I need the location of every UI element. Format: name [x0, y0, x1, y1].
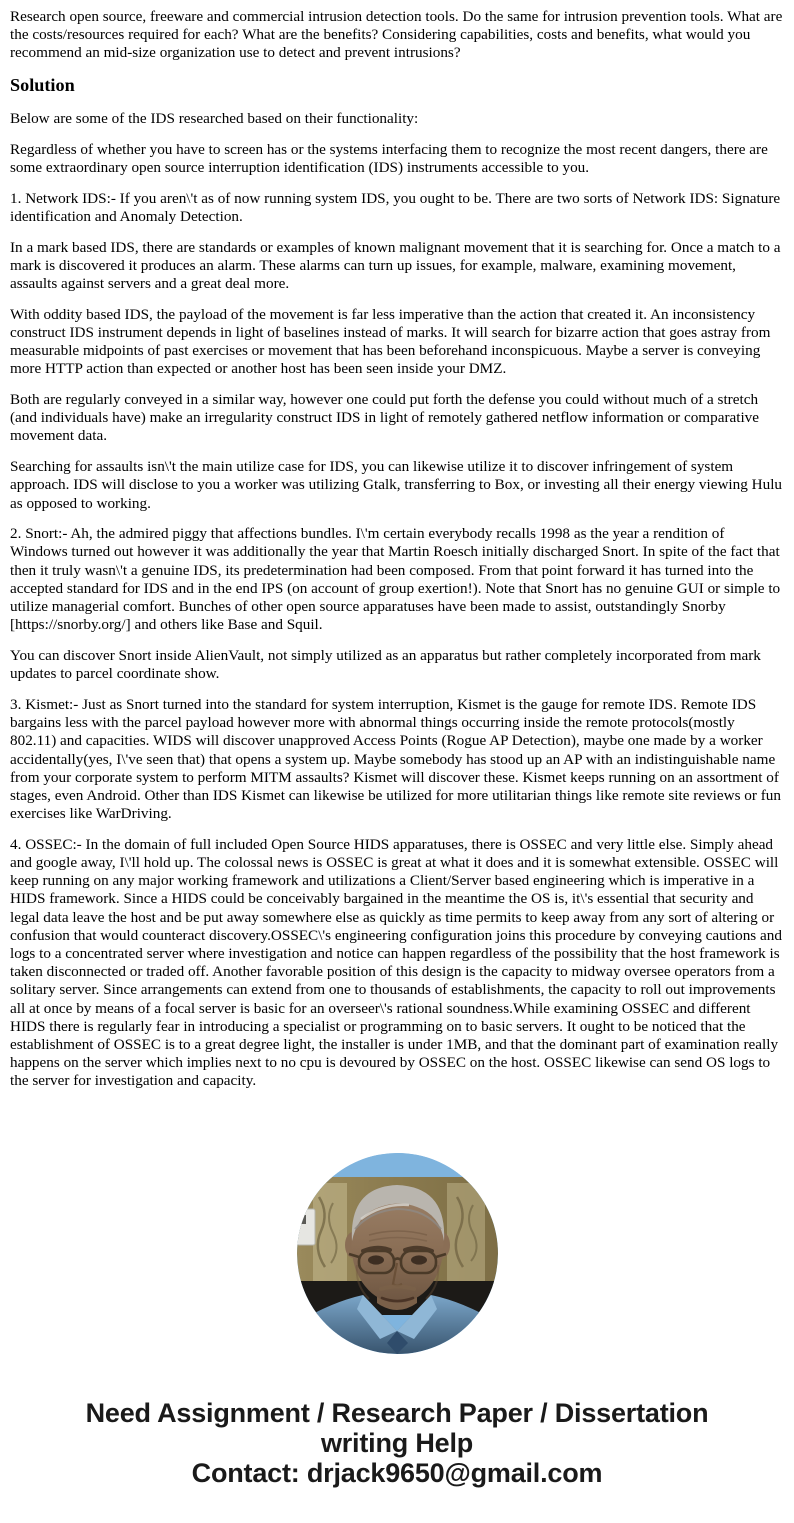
- footer-promo: [0, 1398, 794, 1488]
- solution-heading: Solution: [10, 75, 75, 96]
- paragraph-kismet: 3. Kismet:- Just as Snort turned into the standard for system interruption, Kismet is the gauge for remote IDS. Remote IDS bargains less with the parcel payload however more with abnormal things occurring inside the remote protocols(mostly 802.11) and capacities. WIDS will discover unapproved Access Points (Rogue AP Detection), maybe one made by a worker accidentally(yes, I\'ve seen that) that opens a system up. Maybe somebody has stood up an AP with an indistinguishable name from your corporate system to perform MITM assaults? Kismet will discover these. Kismet keeps running on an assortment of stages, even Android. Other than IDS Kismet can likewise be utilized for more utilitarian things like remote site reviews or fun exercises like WarDriving.: [10, 695, 781, 823]
- paragraph-ossec: 4. OSSEC:- In the domain of full included Open Source HIDS apparatuses, there is OSSEC and very little else. Simply ahead and google away, I\'ll hold up. The colossal news is OSSEC is great at what it does and it is somewhat extensible. OSSEC will keep running on any major working framework and utilizations a Client/Server based engineering which is imperative in a HIDS framework. Since a HIDS could be conceivably bargained in the meantime the OS is, it\'s essential that security and legal data leave the host and be put away somewhere else as quickly as time permits to keep away from any sort of altering or confusion that would counteract discovery.OSSEC\'s engineering configuration joins this procedure by conveying cautions and logs to a concentrated server where investigation and notice can happen regardless of the possibility that the host framework is taken disconnected or traded off. Another favorable position of this design is the capacity to midway oversee operators from a solitary server. Since arrangements can extend from one to thousands of establishments, the capacity to roll out improvements all at once by means of a focal server is basic for an overseer\'s rational soundness.While examining OSSEC and different HIDS there is regularly fear in introducing a specialist or programming on to basic servers. It ought to be noticed that the establishment of OSSEC is to a great degree light, the installer is under 1MB, and that the dominant part of examination really happens on the server which implies next to no cpu is devoured by OSSEC on the host. OSSEC likewise can send OS logs to the server for investigation and capacity.: [10, 835, 782, 1090]
- avatar-photo-icon: [297, 1153, 498, 1354]
- avatar-container: [0, 1153, 794, 1354]
- avatar: [297, 1153, 498, 1354]
- paragraph-regardless: Regardless of whether you have to screen has or the systems interfacing them to recognize the most recent dangers, there are some extraordinary open source interruption identification (IDS) instruments accessible to you.: [10, 140, 768, 177]
- paragraph-alienvault: You can discover Snort inside AlienVault, not simply utilized as an apparatus but rather completely incorporated from mark updates to parcel coordinate show.: [10, 646, 761, 683]
- question-paragraph: Research open source, freeware and commercial intrusion detection tools. Do the same for intrusion prevention tools. What are the costs/resources required for each? What are the benefits? Considering capabilities, costs and benefits, what would you recommend an mid-size organization use to detect and prevent intrusions?: [10, 8, 783, 62]
- paragraph-mark-based-ids: In a mark based IDS, there are standards or examples of known malignant movement that it is searching for. Once a match to a mark is discovered it produces an alarm. These alarms can turn up issues, for example, malware, examining movement, assaults against servers and a great deal more.: [10, 238, 781, 293]
- paragraph-both-conveyed: Both are regularly conveyed in a similar way, however one could put forth the defense you could without much of a stretch (and individuals have) make an irregularity construct IDS in light of remotely gathered netflow information or comparative movement data.: [10, 391, 760, 445]
- paragraph-intro: Below are some of the IDS researched based on their functionality:: [10, 110, 419, 128]
- paragraph-snort: 2. Snort:- Ah, the admired piggy that affections bundles. I\'m certain everybody recalls 1998 as the year a rendition of Windows turned out however it was additionally the year that Martin Roesch initially discharged Snort. In spite of the fact that then it truly wasn\'t a genuine IDS, its predetermination had been composed. From that point forward it has turned into the accepted standard for IDS and in the end IPS (on account of group exertion!). Note that Snort has no genuine GUI or simple to utilize managerial comfort. Bunches of other open source apparatuses have been made to assist, outstandingly Snorby [https://snorby.org/] and others like Base and Squil.: [10, 525, 781, 634]
- paragraph-network-ids: 1. Network IDS:- If you aren\'t as of now running system IDS, you ought to be. There are two sorts of Network IDS: Signature identification and Anomaly Detection.: [10, 189, 781, 225]
- footer-line-1: Need Assignment / Research Paper / Dissertation: [85, 1398, 709, 1428]
- paragraph-oddity-based-ids: With oddity based IDS, the payload of the movement is far less imperative than the action that created it. An inconsistency construct IDS instrument depends in light of baselines instead of marks. It will search for bizarre action that goes astray from measurable midpoints of past exercises or movement that has been beforehand inconspicuous. Maybe a server is conveying more HTTP action than expected or another host has been seen inside your DMZ.: [10, 305, 771, 378]
- footer-line-3: Contact: drjack9650@gmail.com: [191, 1458, 603, 1488]
- footer-line-2: writing Help: [320, 1428, 474, 1458]
- paragraph-searching-assaults: Searching for assaults isn\'t the main utilize case for IDS, you can likewise utilize it to discover infringement of system approach. IDS will disclose to you a worker was utilizing Gtalk, transferring to Box, or investing all their energy viewing Hulu as opposed to working.: [10, 458, 783, 512]
